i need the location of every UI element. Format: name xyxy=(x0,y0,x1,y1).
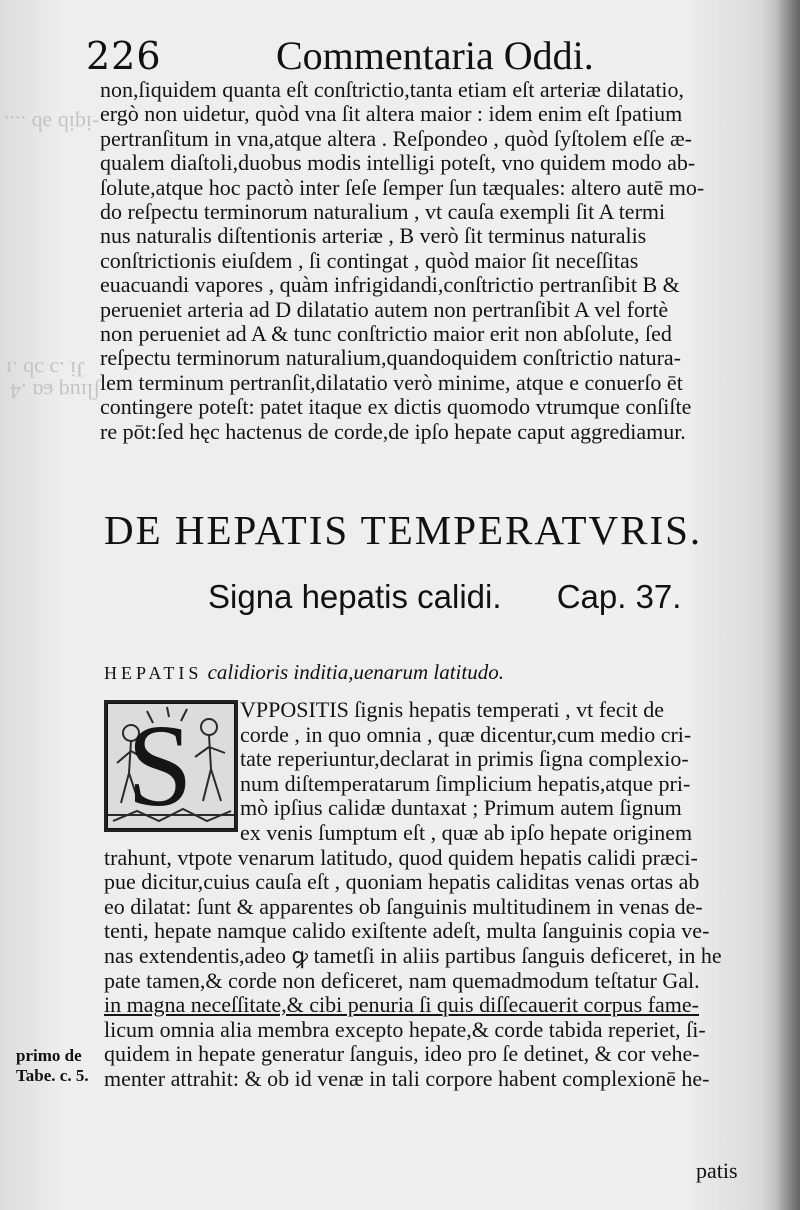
page-number: 226 xyxy=(86,34,162,78)
paragraph-continued xyxy=(100,78,740,444)
chapter-heading xyxy=(208,578,728,616)
text-line: reſpectu terminorum naturalium,quandoquidem conſtrictio natura- xyxy=(100,346,681,371)
text-line: nus naturalis diſtentionis arteriæ , B verò ſit terminus naturalis xyxy=(100,224,647,249)
text-line: pertranſitum in vna,atque altera . Reſpondeo , quòd ſyſtolem eſſe æ- xyxy=(100,126,693,151)
text-line: pue dicitur,cuius cauſa eſt , quoniam hepatis caliditas venas ortas ab xyxy=(104,870,700,895)
text-line: licum omnia alia membra excepto hepate,& corde tabida reperiet, ſi- xyxy=(104,1017,706,1042)
chapter-number: Cap. 37. xyxy=(556,578,682,615)
decorated-initial xyxy=(104,700,238,832)
text-line: in magna neceſſitate,& cibi penuria ſi quis diſſecauerit corpus fame- xyxy=(104,993,699,1018)
text-line: num diſtemperatarum ſimplicium hepatis,atque pri- xyxy=(240,771,691,796)
text-line: trahunt, vtpote venarum latitudo, quod quidem hepatis calidi præci- xyxy=(104,845,698,870)
text-line: eo dilatat: ſunt & apparentes ob ſanguinis multitudinem in venas de- xyxy=(104,894,703,919)
text-line: re pōt:ſed hęc hactenus de corde,de ipſo hepate caput aggrediamur. xyxy=(100,419,686,444)
bleed-through-note: -iqib əb .... xyxy=(4,111,100,136)
text-line: menter attrahit: & ob id venæ in tali corpore habent complexionē he- xyxy=(104,1066,710,1091)
page-header xyxy=(86,26,746,82)
initial-letter: S xyxy=(127,700,193,831)
margin-note-line: primo de xyxy=(16,1046,82,1065)
running-title: Commentaria Oddi. xyxy=(276,33,594,78)
text-line: tate reperiuntur,declarat in primis ſigna complexio- xyxy=(240,747,689,772)
text-line: ex venis ſumptum eſt , quæ ab ipſo hepate originem xyxy=(240,820,693,845)
rubric-text: calidioris inditia,uenarum latitudo. xyxy=(207,660,504,684)
text-line: do reſpectu terminorum naturalium , vt cauſa exempli ſit A termi xyxy=(100,200,666,225)
bleed-through-note: ʃlıuq ɕɑ .4 xyxy=(10,379,101,404)
text-line: VPPOSITIS ſignis hepatis temperati , vt fecit de xyxy=(240,698,665,722)
text-line: mò ipſius calidæ duntaxat ; Primum autem ſignum xyxy=(240,796,682,821)
text-line: non,ſiquidem quanta eſt conſtrictio,tanta etiam eſt arteriæ dilatatio, xyxy=(100,78,685,102)
text-line: qualem diaſtoli,duobus modis intelligi poteſt, vno quidem modo ab- xyxy=(100,151,696,176)
bleed-through-note: Ji .ɔ ɔb .ɪ xyxy=(6,357,85,382)
text-line: ſolute,atque hoc pactò inter ſeſe ſemper ſun tæquales: altero autē mo- xyxy=(100,175,705,200)
rubric-lead: HEPATIS xyxy=(104,663,203,683)
catchword: patis xyxy=(696,1158,738,1183)
gutter-shadow xyxy=(776,0,800,1210)
text-line: perueniet arteria ad D dilatatio autem non pertranſibit A vel fortè xyxy=(100,297,669,322)
text-line: tenti, hepate namque calido exiſtente adeſt, multa ſanguinis copia ve- xyxy=(104,919,710,944)
margin-note-line: Tabe. c. 5. xyxy=(16,1066,89,1085)
text-line: ergò non uidetur, quòd vna ſit altera maior : idem enim eſt ſpatium xyxy=(100,102,683,127)
text-line: euacuandi vapores , quàm infrigidandi,conſtrictio pertranſibit B & xyxy=(100,273,680,298)
rubric-line xyxy=(104,660,724,685)
text-line: non perueniet ad A & tunc conſtrictio maior erit non abſolute, ſed xyxy=(100,322,672,347)
text-line: conſtrictionis eiuſdem , ſi contingat , quòd maior ſit neceſſitas xyxy=(100,248,639,273)
section-title: DE HEPATIS TEMPERATVRIS. xyxy=(104,507,703,553)
text-line: lem terminum pertranſit,dilatatio verò minime, atque e conuerſo ēt xyxy=(100,370,683,395)
text-line: pate tamen,& corde non deficeret, nam quemadmodum teſtatur Gal. xyxy=(104,968,700,993)
text-line: contingere poteſt: patet itaque ex dictis quomodo vtrumque conſiſte xyxy=(100,395,692,420)
text-line: quidem in hepate generatur ſanguis, ideo pro ſe detinet, & cor vehe- xyxy=(104,1042,700,1067)
text-line: corde , in quo omnia , quæ dicentur,cum medio cri- xyxy=(240,722,692,747)
text-line: nas extendentis,adeo ꝙ tametſi in aliis partibus ſanguis deficeret, in he xyxy=(104,943,722,968)
margin-note xyxy=(16,1046,89,1086)
chapter-title: Signa hepatis calidi. xyxy=(208,578,502,615)
